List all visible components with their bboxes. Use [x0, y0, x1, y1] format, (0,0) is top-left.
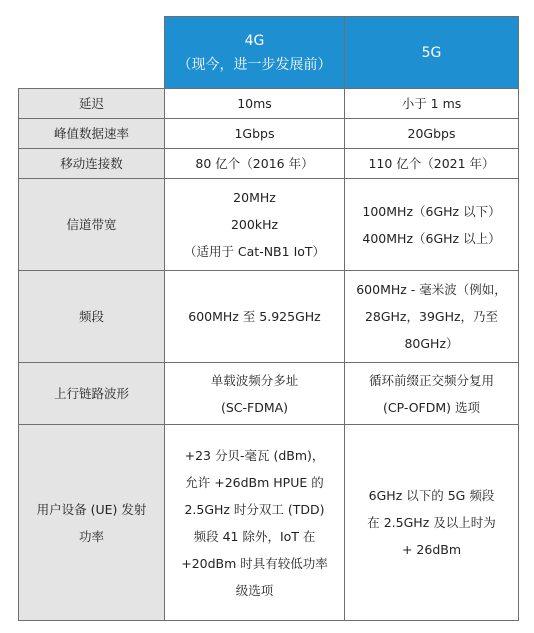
row-label: 信道带宽: [19, 179, 165, 271]
cell-4g: 单载波频分多址 (SC-FDMA): [165, 363, 345, 425]
table-row: [19, 89, 519, 119]
header-5g: [345, 17, 519, 89]
table-row: [19, 425, 519, 621]
cell-5g: 600MHz - 毫米波（例如， 28GHz，39GHz，乃至 80GHz）: [345, 271, 519, 363]
cell-5g: 6GHz 以下的 5G 频段 在 2.5GHz 及以上时为 + 26dBm: [345, 425, 519, 621]
header-blank-cell: [19, 17, 165, 89]
row-label: 用户设备 (UE) 发射 功率: [19, 425, 165, 621]
header-5g-title: 5G: [421, 44, 442, 61]
cell-5g: 100MHz（6GHz 以下） 400MHz（6GHz 以上）: [345, 179, 519, 271]
table-row: [19, 363, 519, 425]
cell-5g: 20Gbps: [345, 119, 519, 149]
cell-4g: 10ms: [165, 89, 345, 119]
row-label: 延迟: [19, 89, 165, 119]
cell-5g: 小于 1 ms: [345, 89, 519, 119]
header-4g-subtitle: （现今，进一步发展前）: [177, 56, 332, 73]
comparison-table: [18, 16, 519, 621]
cell-4g: +23 分贝-毫瓦 (dBm)， 允许 +26dBm HPUE 的 2.5GHz 时分双工 (TDD) 频段 41 除外，IoT 在 +20dBm 时具有较低功率 级选项: [165, 425, 345, 621]
cell-4g: 80 亿个（2016 年）: [165, 149, 345, 179]
cell-5g: 110 亿个（2021 年）: [345, 149, 519, 179]
header-4g: [165, 17, 345, 89]
row-label: 移动连接数: [19, 149, 165, 179]
header-4g-title: 4G: [244, 32, 265, 49]
table-row: [19, 271, 519, 363]
header-row: [19, 17, 519, 89]
row-label: 峰值数据速率: [19, 119, 165, 149]
cell-4g: 1Gbps: [165, 119, 345, 149]
table-row: [19, 149, 519, 179]
table-row: [19, 179, 519, 271]
row-label: 频段: [19, 271, 165, 363]
cell-4g: 600MHz 至 5.925GHz: [165, 271, 345, 363]
row-label: 上行链路波形: [19, 363, 165, 425]
table-row: [19, 119, 519, 149]
cell-5g: 循环前缀正交频分复用 (CP-OFDM) 选项: [345, 363, 519, 425]
cell-4g: 20MHz 200kHz （适用于 Cat-NB1 IoT）: [165, 179, 345, 271]
